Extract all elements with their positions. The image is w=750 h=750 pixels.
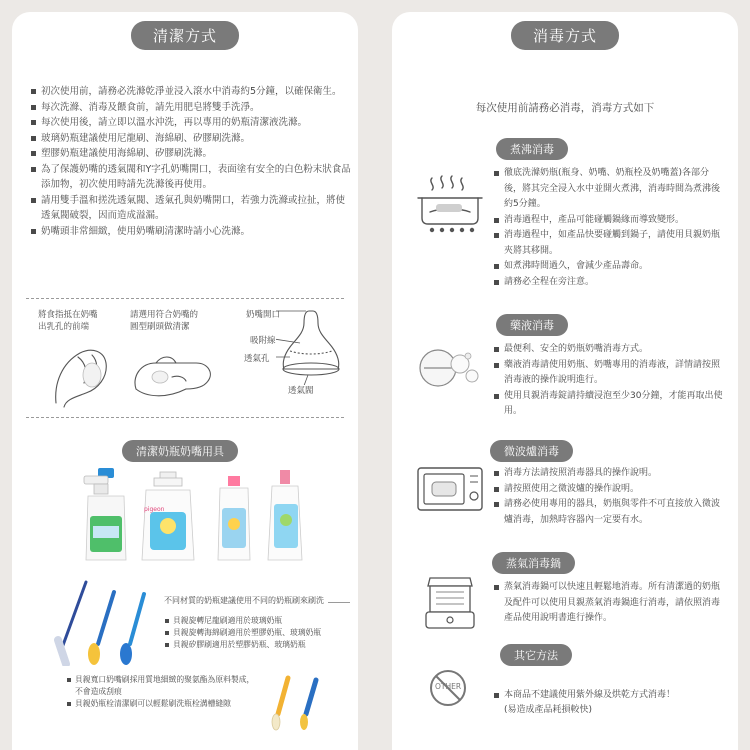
boiling-title: 煮沸消毒 xyxy=(496,138,568,160)
air-valve-label: 透氣閥 xyxy=(288,386,314,396)
air-hole-label: 透氣孔 xyxy=(244,354,270,364)
bottle-brushes-illustration xyxy=(48,574,158,666)
boiling-pot-icon xyxy=(416,172,484,236)
list-item: 每次使用後，請立即以溫水沖洗，再以專用的奶瓶清潔液洗滌。 xyxy=(30,115,352,131)
list-item: 消毒方法請按照消毒器具的操作說明。 xyxy=(494,466,726,482)
bottle-cap-brush-icon xyxy=(300,680,316,730)
sponge-brush-icon xyxy=(88,592,114,665)
list-item: 每次洗滌、消毒及餵食前，請先用肥皂將雙手洗淨。 xyxy=(30,100,352,116)
microwave-list xyxy=(494,466,726,528)
brush-guide xyxy=(164,596,350,664)
nipple-brush-icon xyxy=(272,678,288,730)
boiling-list xyxy=(494,166,726,290)
list-item: 玻璃奶瓶建議使用尼龍刷、海綿刷、矽膠刷洗滌。 xyxy=(30,131,352,147)
other-list xyxy=(494,672,726,734)
list-item: 請務必使用專用的器具，奶瓶與零件不可直接放入微波爐消毒，加熱時容器內一定要有水。 xyxy=(494,497,726,528)
list-item: 請用雙手溫和搓洗透氣閥、透氣孔與奶嘴開口，若強力洗滌或拉扯，將使透氣閥破裂，因而造成溢漏。 xyxy=(30,193,352,224)
product-brand: pigeon xyxy=(144,506,165,513)
list-item: 初次使用前，請務必洗滌乾淨並浸入滾水中消毒約5分鐘，以確保衛生。 xyxy=(30,84,352,100)
steam-title: 蒸氣消毒鍋 xyxy=(492,552,575,574)
spray-bottle-icon xyxy=(84,468,126,560)
list-item: 本商品不建議使用紫外線及烘乾方式消毒！ (易造成產品耗損較快) xyxy=(494,688,726,719)
sterilization-intro: 每次使用前請務必消毒，消毒方式如下 xyxy=(475,102,655,114)
nipple-brushes-illustration xyxy=(264,674,344,734)
list-item: 消毒過程中，產品可能碰觸鍋緣而導致變形。 xyxy=(494,213,726,229)
detergent-bottle-2-icon xyxy=(268,470,302,560)
finger-label: 將食指抵在奶嘴 出乳孔的前端 xyxy=(38,310,98,332)
tools-title: 清潔奶瓶奶嘴用具 xyxy=(122,440,238,462)
sterilization-panel xyxy=(392,12,738,750)
list-item: 貝親奶瓶栓清潔刷可以輕鬆刷洗瓶栓溝槽縫隙 xyxy=(66,698,256,710)
brush-note: 不同材質的奶瓶建議使用不同的奶瓶刷來刷洗 xyxy=(164,595,328,606)
list-item: 為了保護奶嘴的透氣閥和Y字孔奶嘴開口，表面塗有安全的白色粉末狀食品添加物，初次使用時請先洗滌後再使用。 xyxy=(30,162,352,193)
nipple-illustration xyxy=(276,305,346,385)
list-item: 消毒過程中，如產品快要碰觸到鍋子，請使用貝親奶瓶夾將其移開。 xyxy=(494,228,726,259)
silicone-brush-icon xyxy=(120,594,144,665)
other-title: 其它方法 xyxy=(500,644,572,666)
sterilization-title-bar xyxy=(392,12,738,58)
steam-sterilizer-icon xyxy=(422,572,478,632)
list-item: 貝親寬口奶嘴刷採用質地細緻的聚氨酯為原料製成，不會造成刮痕 xyxy=(66,674,256,698)
suction-line-label: 吸附線 xyxy=(250,336,276,346)
list-item: 貝親旋轉海綿刷適用於塑膠奶瓶、玻璃奶瓶 xyxy=(164,627,350,639)
cleaning-title: 清潔方式 xyxy=(131,21,239,50)
opening-label: 奶嘴開口 xyxy=(246,310,281,320)
list-item: 使用貝親消毒錠請持續浸泡至少30分鐘，才能再取出使用。 xyxy=(494,389,726,420)
list-item: 藥液消毒請使用奶瓶、奶嘴專用的消毒液，詳情請按照消毒液的操作說明進行。 xyxy=(494,358,726,389)
steam-list xyxy=(494,580,726,627)
cleaning-products-illustration xyxy=(80,468,330,568)
list-item: 最便利、安全的奶瓶奶嘴消毒方式。 xyxy=(494,342,726,358)
list-item: 貝親矽膠刷適用於塑膠奶瓶、玻璃奶瓶 xyxy=(164,639,350,651)
sterilization-title: 消毒方式 xyxy=(511,21,619,50)
hand-squeeze-illustration xyxy=(36,333,226,415)
list-item: 貝親旋轉尼龍刷適用於玻璃奶瓶 xyxy=(164,615,350,627)
microwave-title: 微波爐消毒 xyxy=(490,440,573,462)
list-item: 請務必全程在旁注意。 xyxy=(494,275,726,291)
cleaning-instructions-list xyxy=(30,84,352,239)
nipple-diagram xyxy=(26,298,344,418)
list-item: 如煮沸時間過久，會減少產品壽命。 xyxy=(494,259,726,275)
tablet-icon xyxy=(416,342,486,392)
list-item: 塑膠奶瓶建議使用海綿刷、矽膠刷洗滌。 xyxy=(30,146,352,162)
chemical-title: 藥液消毒 xyxy=(496,314,568,336)
cleaning-title-bar xyxy=(12,12,358,58)
brush-label: 請選用符合奶嘴的 圓型刷頭做清潔 xyxy=(130,310,199,332)
chemical-list xyxy=(494,342,726,420)
cleaning-panel xyxy=(12,12,358,750)
list-item: 請按照使用之微波爐的操作說明。 xyxy=(494,482,726,498)
list-item: 蒸氣消毒鍋可以快速且輕鬆地消毒。所有清潔過的奶瓶及配件可以使用貝親蒸氣消毒鍋進行消毒，請依照消毒產品使用說明書進行操作。 xyxy=(494,580,726,627)
nylon-brush-icon xyxy=(58,582,86,664)
other-icon-label: OTHER xyxy=(434,682,462,691)
nipple-brush-list xyxy=(66,674,256,710)
microwave-icon xyxy=(416,466,484,514)
brush-list xyxy=(164,615,350,651)
list-item: 徹底洗滌奶瓶(瓶身、奶嘴、奶瓶栓及奶嘴蓋)各部分後，將其完全浸入水中並開火煮沸，消毒時間為煮沸後約5分鐘。 xyxy=(494,166,726,213)
detergent-bottle-icon xyxy=(218,476,250,560)
list-item: 奶嘴頭非常細緻，使用奶嘴刷清潔時請小心洗滌。 xyxy=(30,224,352,240)
pump-bottle-icon xyxy=(142,472,194,560)
